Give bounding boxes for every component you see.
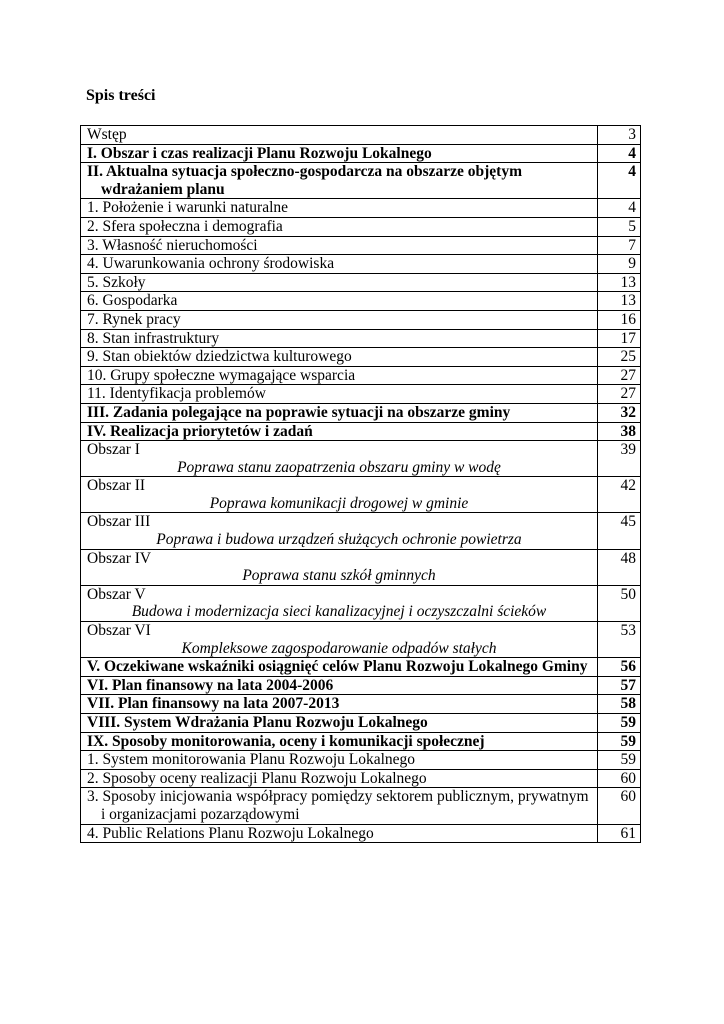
toc-entry bbox=[81, 422, 598, 441]
toc-page-number: 58 bbox=[598, 695, 641, 714]
toc-entry bbox=[81, 366, 598, 385]
toc-page-number: 4 bbox=[598, 199, 641, 218]
toc-entry-text: 11. Identyfikacja problemów bbox=[87, 385, 266, 403]
area-subtitle: Budowa i modernizacja sieci kanalizacyjnej i oczyszczalni ścieków bbox=[131, 603, 547, 621]
toc-row bbox=[81, 163, 641, 199]
toc-page-number: 7 bbox=[598, 236, 641, 255]
toc-entry bbox=[81, 513, 598, 549]
toc-entry-text: VIII. System Wdrażania Planu Rozwoju Lokalnego bbox=[87, 714, 428, 731]
toc-entry-text: 3. Własność nieruchomości bbox=[87, 236, 258, 254]
toc-page-number: 32 bbox=[598, 403, 641, 422]
toc-row bbox=[81, 695, 641, 714]
toc-row bbox=[81, 366, 641, 385]
toc-entry bbox=[81, 199, 598, 218]
toc-page-number: 13 bbox=[598, 292, 641, 311]
toc-page-number: 38 bbox=[598, 422, 641, 441]
toc-entry-text: 4. Public Relations Planu Rozwoju Lokalnego bbox=[87, 824, 374, 842]
toc-entry bbox=[81, 441, 598, 477]
toc-page-number: 53 bbox=[598, 622, 641, 658]
toc-page-number: 61 bbox=[598, 824, 641, 843]
toc-row bbox=[81, 217, 641, 236]
toc-entry-text: 10. Grupy społeczne wymagające wsparcia bbox=[87, 366, 356, 384]
toc-entry bbox=[81, 348, 598, 367]
toc-entry-text: IX. Sposoby monitorowania, oceny i komunikacji społecznej bbox=[87, 732, 485, 750]
area-subtitle: Poprawa stanu szkół gminnych bbox=[242, 567, 436, 585]
toc-entry-text: 1. Położenie i warunki naturalne bbox=[87, 199, 289, 217]
toc-row bbox=[81, 255, 641, 274]
toc-page-number: 3 bbox=[598, 126, 641, 145]
toc-entry-text: 9. Stan obiektów dziedzictwa kulturowego bbox=[87, 348, 352, 366]
toc-entry-text: V. Oczekiwane wskaźniki osiągnięć celów Planu Rozwoju Lokalnego Gminy bbox=[87, 658, 588, 676]
toc-entry-text: 2. Sposoby oceny realizacji Planu Rozwoju Lokalnego bbox=[87, 769, 427, 787]
toc-page-number: 9 bbox=[598, 255, 641, 274]
toc-page-number: 56 bbox=[598, 658, 641, 677]
toc-entry bbox=[81, 695, 598, 714]
area-subtitle: Poprawa i budowa urządzeń służących ochronie powietrza bbox=[156, 531, 522, 549]
toc-entry-text: III. Zadania polegające na poprawie sytuacji na obszarze gminy bbox=[87, 403, 511, 421]
toc-page-number: 59 bbox=[598, 732, 641, 751]
toc-entry-text: 3. Sposoby inicjowania współpracy pomiędzy sektorem publicznym, prywatnym i organizacjami pozarządowymi bbox=[87, 788, 589, 823]
area-label: Obszar I bbox=[87, 441, 140, 459]
toc-row bbox=[81, 329, 641, 348]
toc-row bbox=[81, 348, 641, 367]
toc-entry-text: 6. Gospodarka bbox=[87, 292, 178, 310]
toc-page-number: 39 bbox=[598, 441, 641, 477]
toc-entry bbox=[81, 236, 598, 255]
toc-row bbox=[81, 622, 641, 658]
area-label: Obszar III bbox=[87, 513, 151, 531]
toc-row bbox=[81, 732, 641, 751]
toc-entry-text: IV. Realizacja priorytetów i zadań bbox=[87, 422, 313, 440]
toc-page-number: 59 bbox=[598, 714, 641, 733]
toc-row bbox=[81, 144, 641, 163]
toc-entry bbox=[81, 403, 598, 422]
toc-row bbox=[81, 676, 641, 695]
table-of-contents bbox=[80, 125, 641, 843]
toc-entry-text: VII. Plan finansowy na lata 2007-2013 bbox=[87, 695, 340, 713]
area-label: Obszar IV bbox=[87, 549, 152, 567]
toc-page-number: 4 bbox=[598, 144, 641, 163]
toc-entry bbox=[81, 714, 598, 733]
toc-entry bbox=[81, 824, 598, 843]
toc-entry bbox=[81, 163, 598, 199]
toc-entry bbox=[81, 477, 598, 513]
toc-entry bbox=[81, 676, 598, 695]
toc-page-number: 45 bbox=[598, 513, 641, 549]
toc-page-number: 42 bbox=[598, 477, 641, 513]
toc-row bbox=[81, 126, 641, 145]
toc-entry bbox=[81, 255, 598, 274]
toc-entry-text: 1. System monitorowania Planu Rozwoju Lokalnego bbox=[87, 751, 416, 769]
area-label: Obszar V bbox=[87, 585, 146, 603]
toc-row bbox=[81, 292, 641, 311]
toc-entry bbox=[81, 622, 598, 658]
toc-entry bbox=[81, 732, 598, 751]
area-label: Obszar II bbox=[87, 477, 146, 495]
toc-row bbox=[81, 273, 641, 292]
toc-page-number: 59 bbox=[598, 751, 641, 770]
toc-row bbox=[81, 751, 641, 770]
toc-row bbox=[81, 513, 641, 549]
toc-row bbox=[81, 549, 641, 585]
toc-page-number: 13 bbox=[598, 273, 641, 292]
toc-entry-text: I. Obszar i czas realizacji Planu Rozwoju Lokalnego bbox=[87, 144, 432, 162]
toc-row bbox=[81, 714, 641, 733]
toc-row bbox=[81, 824, 641, 843]
toc-entry-text: II. Aktualna sytuacja społeczno-gospodarcza na obszarze objętym wdrażaniem planu bbox=[87, 163, 522, 198]
toc-entry bbox=[81, 126, 598, 145]
toc-entry-text: VI. Plan finansowy na lata 2004-2006 bbox=[87, 676, 334, 694]
toc-row bbox=[81, 385, 641, 404]
toc-row bbox=[81, 658, 641, 677]
toc-entry-text: Wstęp bbox=[87, 126, 127, 143]
toc-entry bbox=[81, 292, 598, 311]
toc-row bbox=[81, 199, 641, 218]
toc-entry bbox=[81, 658, 598, 677]
area-subtitle: Poprawa komunikacji drogowej w gminie bbox=[209, 494, 469, 512]
toc-row bbox=[81, 477, 641, 513]
toc-entry bbox=[81, 310, 598, 329]
toc-page-number: 57 bbox=[598, 676, 641, 695]
toc-row bbox=[81, 310, 641, 329]
toc-entry-text: 2. Sfera społeczna i demografia bbox=[87, 217, 283, 235]
toc-page-number: 25 bbox=[598, 348, 641, 367]
toc-row bbox=[81, 788, 641, 824]
toc-page-number: 16 bbox=[598, 310, 641, 329]
toc-page-number: 27 bbox=[598, 366, 641, 385]
page-title: Spis treści bbox=[86, 87, 156, 104]
toc-entry bbox=[81, 549, 598, 585]
area-subtitle: Kompleksowe zagospodarowanie odpadów stałych bbox=[181, 639, 497, 657]
toc-entry-text: 8. Stan infrastruktury bbox=[87, 329, 220, 347]
toc-entry-text: 7. Rynek pracy bbox=[87, 310, 181, 328]
toc-entry-text: 5. Szkoły bbox=[87, 273, 146, 291]
toc-page-number: 5 bbox=[598, 217, 641, 236]
toc-entry bbox=[81, 769, 598, 788]
area-subtitle: Poprawa stanu zaopatrzenia obszaru gminy w wodę bbox=[177, 458, 501, 476]
toc-entry bbox=[81, 217, 598, 236]
toc-row bbox=[81, 403, 641, 422]
toc-entry bbox=[81, 788, 598, 824]
toc-entry bbox=[81, 329, 598, 348]
toc-entry-text: 4. Uwarunkowania ochrony środowiska bbox=[87, 255, 335, 273]
toc-body bbox=[81, 126, 641, 843]
toc-entry bbox=[81, 585, 598, 621]
toc-row bbox=[81, 585, 641, 621]
toc-row bbox=[81, 236, 641, 255]
toc-entry bbox=[81, 385, 598, 404]
toc-page-number: 4 bbox=[598, 163, 641, 199]
toc-entry bbox=[81, 273, 598, 292]
toc-row bbox=[81, 422, 641, 441]
toc-entry bbox=[81, 751, 598, 770]
toc-page-number: 27 bbox=[598, 385, 641, 404]
toc-page-number: 60 bbox=[598, 788, 641, 824]
area-label: Obszar VI bbox=[87, 622, 151, 640]
toc-page-number: 60 bbox=[598, 769, 641, 788]
toc-page-number: 17 bbox=[598, 329, 641, 348]
toc-entry bbox=[81, 144, 598, 163]
toc-row bbox=[81, 441, 641, 477]
toc-page-number: 48 bbox=[598, 549, 641, 585]
toc-row bbox=[81, 769, 641, 788]
toc-page-number: 50 bbox=[598, 585, 641, 621]
